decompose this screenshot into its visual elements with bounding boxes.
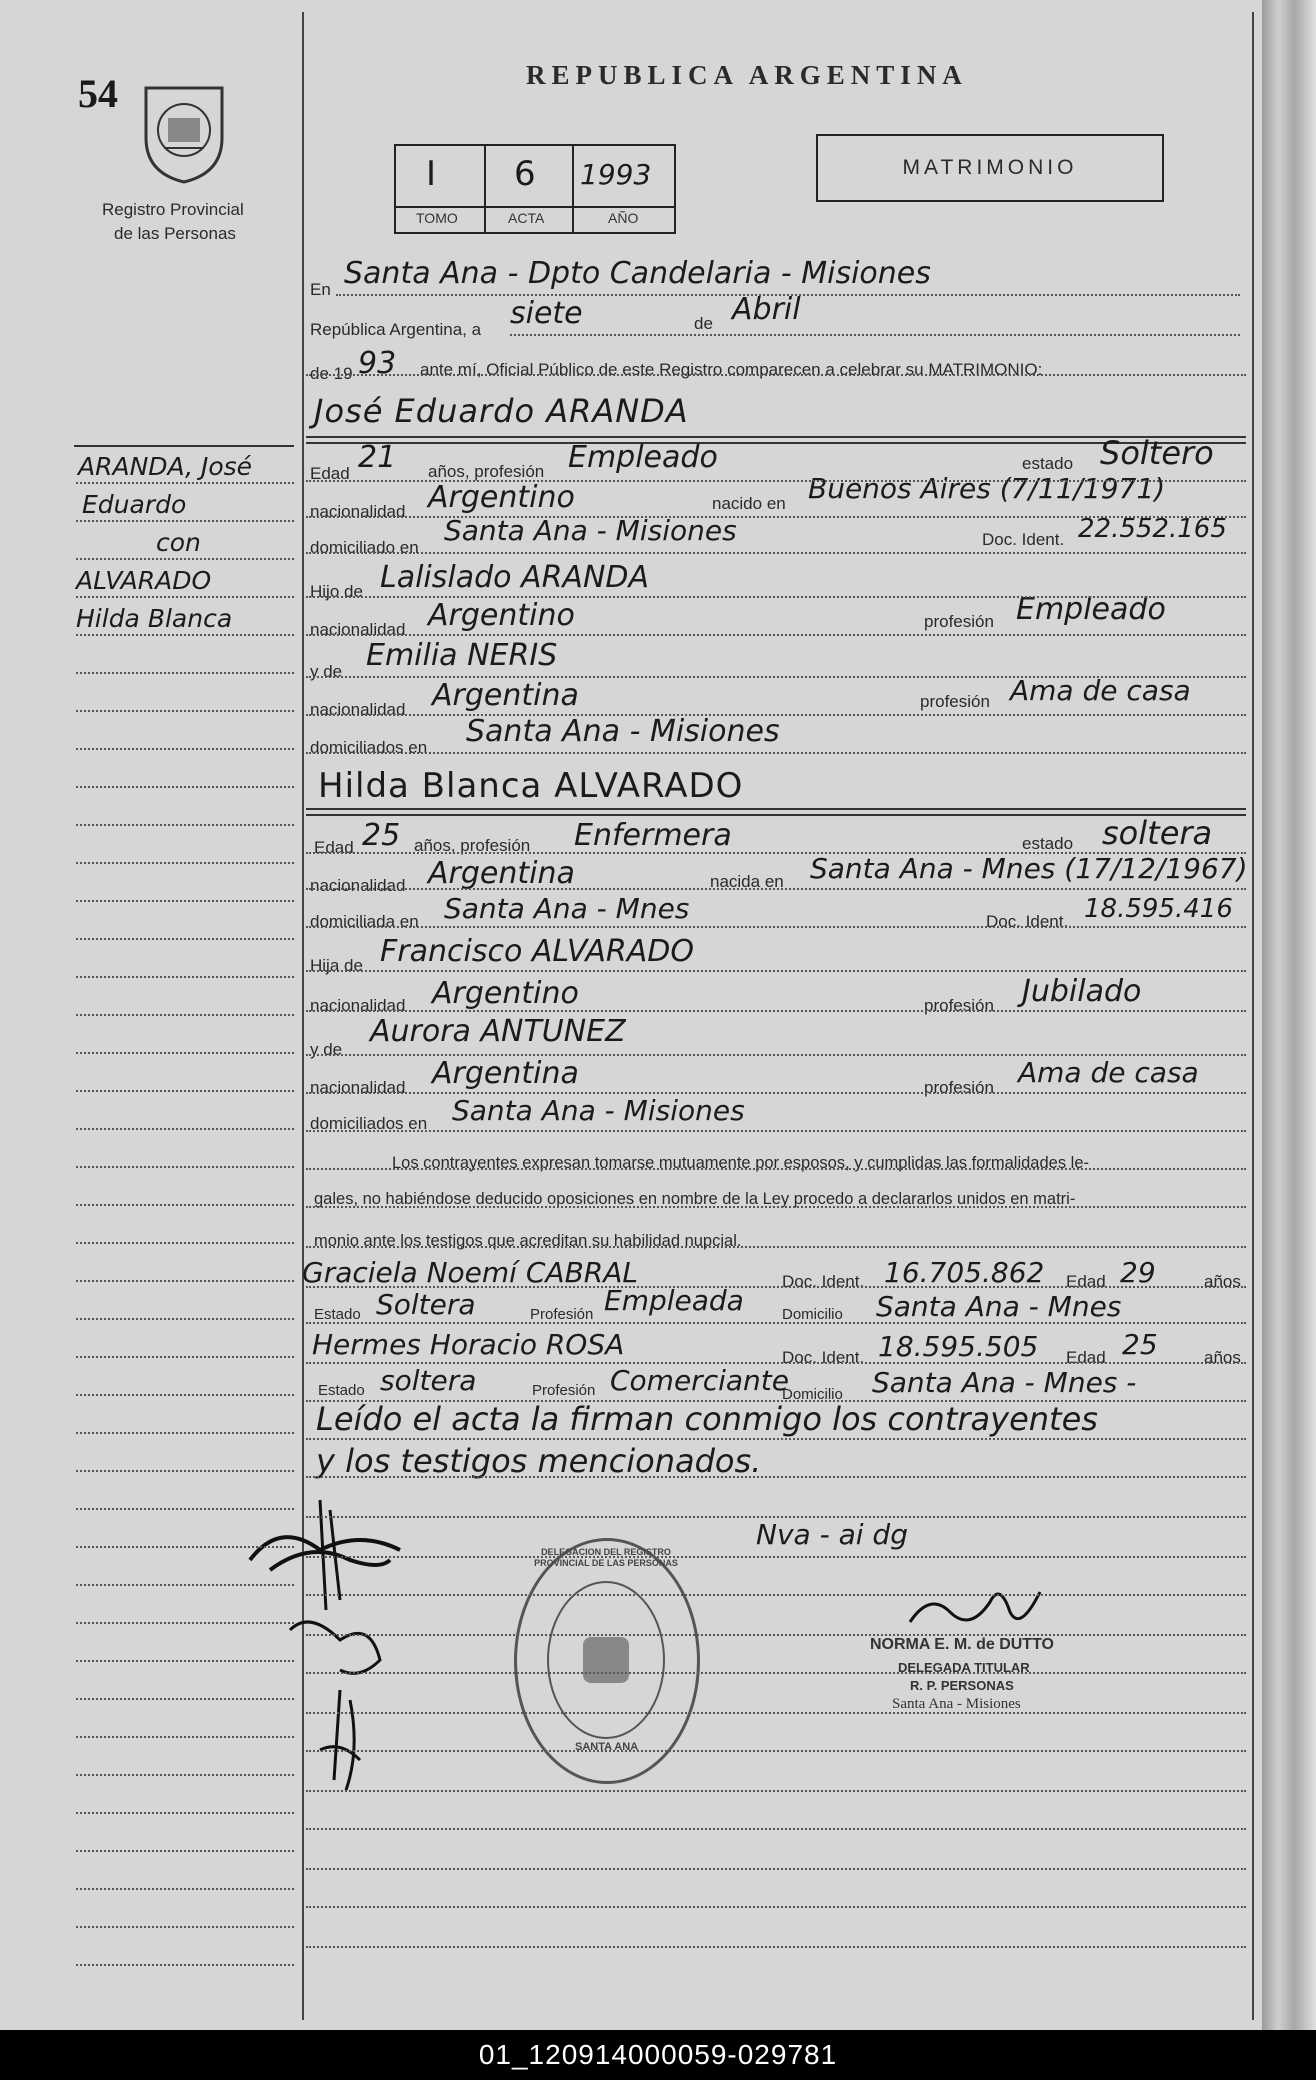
ruling-line: [76, 1052, 294, 1054]
ruling-line: [76, 1394, 294, 1396]
ruling-line: [306, 1516, 1246, 1518]
ruling-line: [306, 970, 1246, 972]
bride-name: Hilda Blanca ALVARADO: [318, 766, 744, 806]
bride-father-nationality: Argentino: [432, 976, 579, 1011]
groom-estado-label: estado: [1022, 454, 1074, 473]
ruling-line: [306, 1246, 1246, 1248]
ruling-line: [76, 634, 294, 636]
ruling-line: [306, 1054, 1246, 1056]
witness1-dom-label: Domicilio: [782, 1306, 843, 1323]
witness1-status: Soltera: [376, 1288, 476, 1321]
bride-nac-label: nacionalidad: [310, 876, 406, 895]
acta-label: ACTA: [508, 210, 545, 226]
groom-profession: Empleado: [568, 440, 718, 475]
bride-mother-nac-label: nacionalidad: [310, 1078, 406, 1097]
ruling-line: [76, 748, 294, 750]
en-label: En: [310, 280, 331, 299]
ruling-line: [306, 480, 1246, 482]
right-rule: [1252, 12, 1254, 2020]
registry-line-2: de las Personas: [114, 224, 236, 243]
margin-line-3: con: [156, 528, 201, 557]
groom-yde-label: y de: [310, 662, 343, 681]
ruling-line: [76, 786, 294, 788]
bride-profession: Enfermera: [574, 818, 732, 853]
bride-status: soltera: [1102, 814, 1213, 852]
ruling-line: [306, 552, 1246, 554]
bride-doc-label: Doc. Ident.: [986, 912, 1069, 931]
ruling-line: [76, 1204, 294, 1206]
groom-name: José Eduardo ARANDA: [314, 392, 689, 430]
ruling-line: [306, 714, 1246, 716]
bride-father: Francisco ALVARADO: [380, 934, 694, 969]
ruling-line: [306, 1868, 1246, 1870]
groom-domicile: Santa Ana - Misiones: [444, 514, 737, 547]
year-prefix: de 19: [310, 364, 353, 383]
groom-mother-prof-label: profesión: [920, 692, 990, 711]
ruling-line: [306, 888, 1246, 890]
ruling-line: [306, 926, 1246, 928]
ruling-line: [306, 1476, 1246, 1478]
bride-estado-label: estado: [1022, 834, 1074, 853]
ruling-line: [306, 1322, 1246, 1324]
record-number-table: [394, 144, 676, 234]
closing-line-1: Leído el acta la firman conmigo los contrayentes: [316, 1400, 1098, 1438]
bride-anos-label: años, profesión: [414, 836, 531, 855]
ano-label: AÑO: [608, 210, 639, 226]
ruling-line: [76, 1242, 294, 1244]
bride-age: 25: [362, 818, 401, 853]
ruling-line: [306, 374, 1246, 376]
groom-mother-nationality: Argentina: [432, 678, 579, 713]
closing-line-2: y los testigos mencionados.: [316, 1442, 762, 1480]
seal-text: DELEGACION DEL REGISTRO PROVINCIAL DE LAS PERSONAS: [534, 1547, 678, 1568]
ruling-line: [76, 1698, 294, 1700]
ruling-line: [76, 1888, 294, 1890]
scan-id: 01_120914000059-029781: [0, 2030, 1316, 2080]
bride-nacida-label: nacida en: [710, 872, 784, 891]
ruling-line: [76, 1850, 294, 1852]
groom-doc-label: Doc. Ident.: [982, 530, 1065, 549]
witness1-doc-label: Doc. Ident.: [782, 1272, 865, 1291]
ruling-line: [306, 1556, 1246, 1558]
groom-age: 21: [358, 440, 397, 475]
hijo-label: Hijo de: [310, 582, 363, 601]
closing-note: Nva - ai dg: [756, 1518, 908, 1551]
bride-domicile: Santa Ana - Mnes: [444, 892, 690, 925]
ruling-line: [306, 1750, 1246, 1752]
official-office: R. P. PERSONAS: [910, 1678, 1014, 1693]
intro-place: Santa Ana - Dpto Candelaria - Misiones: [344, 256, 931, 291]
ruling-line: [306, 1672, 1246, 1674]
ruling-line: [76, 596, 294, 598]
groom-nac-label: nacionalidad: [310, 502, 406, 521]
bride-mother-profession: Ama de casa: [1018, 1056, 1199, 1089]
witness2-dom-label: Domicilio: [782, 1386, 843, 1403]
ruling-line: [76, 1090, 294, 1092]
margin-line-4: ALVARADO: [76, 566, 212, 595]
groom-doc-number: 22.552.165: [1078, 514, 1227, 544]
provincial-emblem-icon: [138, 78, 230, 186]
ruling-line: [306, 1828, 1246, 1830]
witness1-age: 29: [1120, 1256, 1156, 1289]
witness1-edad-label: Edad: [1066, 1272, 1106, 1291]
bride-nationality: Argentina: [428, 856, 575, 891]
registry-seal: [514, 1538, 700, 1784]
ruling-line: [306, 1010, 1246, 1012]
groom-edad-label: Edad: [310, 464, 350, 483]
groom-mother: Emilia NERIS: [366, 638, 558, 673]
groom-father-profession: Empleado: [1016, 592, 1166, 627]
bride-mother-prof-label: profesión: [924, 1078, 994, 1097]
witness2-prof-label: Profesión: [532, 1382, 596, 1399]
witness1-profession: Empleada: [604, 1284, 744, 1317]
ruling-line: [306, 1946, 1246, 1948]
groom-father: Lalislado ARANDA: [380, 560, 650, 595]
witness1-prof-label: Profesión: [530, 1306, 594, 1323]
groom-nacido-label: nacido en: [712, 494, 786, 513]
witness1-domicile: Santa Ana - Mnes: [876, 1290, 1122, 1323]
ruling-line: [306, 634, 1246, 636]
declaration-line-2: gales, no habiéndose deducido oposiciones en nombre de la Ley procedo a declararlos unidos en matri-: [314, 1190, 1076, 1208]
ruling-line: [76, 1128, 294, 1130]
margin-line-5: Hilda Blanca: [76, 604, 233, 633]
bride-father-prof-label: profesión: [924, 996, 994, 1015]
ruling-line: [76, 710, 294, 712]
hija-label: Hija de: [310, 956, 363, 975]
witness2-status: soltera: [380, 1364, 477, 1397]
ruling-line: [306, 1438, 1246, 1440]
ruling-line: [306, 1634, 1246, 1636]
witness1-anos-label: años: [1204, 1272, 1241, 1291]
tomo-value: I: [426, 154, 437, 194]
groom-parents-domicile: Santa Ana - Misiones: [466, 714, 780, 749]
bride-edad-label: Edad: [314, 838, 354, 857]
republica-label: República Argentina, a: [310, 320, 482, 339]
ruling-line: [306, 516, 1246, 518]
witness1-doc: 16.705.862: [884, 1256, 1045, 1289]
ruling-line: [306, 1092, 1246, 1094]
ruling-line: [76, 1584, 294, 1586]
witness2-doc-label: Doc. Ident.: [782, 1348, 865, 1367]
record-type: MATRIMONIO: [902, 156, 1078, 179]
bride-doc-number: 18.595.416: [1084, 894, 1233, 924]
ruling-line: [306, 1712, 1246, 1714]
groom-anos-label: años, profesión: [428, 462, 545, 481]
ruling-line: [76, 938, 294, 940]
ruling-line: [76, 1166, 294, 1168]
ruling-line: [76, 1736, 294, 1738]
ruling-line: [306, 1168, 1246, 1170]
witness2-anos-label: años: [1204, 1348, 1241, 1367]
ruling-line: [306, 1906, 1246, 1908]
ruling-line: [306, 1362, 1246, 1364]
country-title: REPUBLICA ARGENTINA: [526, 60, 968, 90]
bride-father-nac-label: nacionalidad: [310, 996, 406, 1015]
groom-parents-dom-label: domiciliados en: [310, 738, 428, 757]
bride-father-profession: Jubilado: [1022, 974, 1142, 1009]
intro-de-label: de: [694, 314, 713, 333]
ruling-line: [306, 1206, 1246, 1208]
declaration-line-3: monio ante los testigos que acreditan su habilidad nupcial.: [314, 1232, 742, 1250]
groom-mother-nac-label: nacionalidad: [310, 700, 406, 719]
registry-line-1: Registro Provincial: [102, 200, 244, 219]
groom-nationality: Argentino: [428, 480, 575, 515]
witness1-name: Graciela Noemí CABRAL: [302, 1256, 638, 1289]
witness2-edad-label: Edad: [1066, 1348, 1106, 1367]
ruling-line: [76, 1014, 294, 1016]
ruling-line: [76, 1622, 294, 1624]
ruling-line: [76, 900, 294, 902]
ruling-line: [76, 824, 294, 826]
ruling-line: [76, 482, 294, 484]
intro-year: 93: [358, 346, 397, 381]
ruling-line: [306, 596, 1246, 598]
margin-line-2: Eduardo: [82, 490, 187, 519]
ruling-line: [306, 676, 1246, 678]
groom-mother-profession: Ama de casa: [1010, 674, 1191, 707]
witness2-domicile: Santa Ana - Mnes -: [872, 1366, 1137, 1399]
ruling-line: [76, 1774, 294, 1776]
ruling-line: [306, 1400, 1246, 1402]
ano-value: 1993: [580, 158, 652, 191]
ruling-line: [76, 1280, 294, 1282]
ruling-line: [306, 852, 1246, 854]
bride-dom-label: domiciliada en: [310, 912, 419, 931]
page-number: 54: [78, 71, 118, 116]
acta-value: 6: [514, 154, 536, 194]
witness1-estado-label: Estado: [314, 1306, 361, 1323]
tomo-label: TOMO: [416, 210, 458, 226]
bride-yde-label: y de: [310, 1040, 343, 1059]
official-title: DELEGADA TITULAR: [898, 1660, 1030, 1675]
ruling-line: [76, 1660, 294, 1662]
groom-father-prof-label: profesión: [924, 612, 994, 631]
ruling-line: [76, 1432, 294, 1434]
seal-emblem-icon: [583, 1637, 629, 1683]
ruling-line: [306, 1594, 1246, 1596]
official-signature-icon: [900, 1572, 1050, 1642]
witness2-age: 25: [1122, 1328, 1158, 1361]
groom-status: Soltero: [1100, 434, 1214, 472]
declaration-line-1: Los contrayentes expresan tomarse mutuamente por esposos, y cumplidas las formalidades le-: [392, 1154, 1090, 1172]
ruling-line: [76, 1508, 294, 1510]
ruling-line: [76, 558, 294, 560]
intro-day: siete: [510, 296, 583, 331]
ruling-line: [76, 1356, 294, 1358]
official-place: Santa Ana - Misiones: [892, 1696, 1021, 1712]
witness2-profession: Comerciante: [610, 1364, 789, 1397]
ruling-line: [76, 1318, 294, 1320]
ruling-line: [76, 1470, 294, 1472]
groom-father-nac-label: nacionalidad: [310, 620, 406, 639]
ruling-line: [306, 752, 1246, 754]
seal-place: SANTA ANA: [575, 1741, 639, 1753]
bride-mother-nationality: Argentina: [432, 1056, 579, 1091]
ruling-line: [76, 672, 294, 674]
witness2-estado-label: Estado: [318, 1382, 365, 1399]
bride-mother: Aurora ANTUNEZ: [370, 1014, 626, 1049]
bride-parents-domicile: Santa Ana - Misiones: [452, 1094, 745, 1127]
bride-birthplace: Santa Ana - Mnes (17/12/1967): [810, 852, 1248, 885]
intro-statement: ante mí, Oficial Público de este Registro comparecen a celebrar su MATRIMONIO:: [420, 360, 1043, 379]
ruling-line: [76, 1964, 294, 1966]
ruling-line: [76, 862, 294, 864]
record-type-box: [816, 134, 1164, 202]
groom-birthplace: Buenos Aires (7/11/1971): [808, 472, 1166, 505]
ruling-line: [306, 1286, 1246, 1288]
ruling-line: [306, 1130, 1246, 1132]
margin-line-1: ARANDA, José: [78, 452, 253, 481]
signature-group-icon: [230, 1490, 430, 1800]
bride-parents-dom-label: domiciliados en: [310, 1114, 428, 1133]
book-binding: [1262, 0, 1316, 2030]
ruling-line: [76, 1926, 294, 1928]
groom-father-nationality: Argentino: [428, 598, 575, 633]
ruling-line: [306, 1790, 1246, 1792]
official-name: NORMA E. M. de DUTTO: [870, 1636, 1054, 1653]
ruling-line: [76, 1812, 294, 1814]
witness2-doc: 18.595.505: [878, 1330, 1039, 1363]
ruling-line: [76, 976, 294, 978]
witness2-name: Hermes Horacio ROSA: [312, 1328, 625, 1361]
intro-month: Abril: [732, 292, 801, 327]
ruling-line: [76, 520, 294, 522]
ruling-line: [76, 1546, 294, 1548]
groom-dom-label: domiciliado en: [310, 538, 419, 557]
